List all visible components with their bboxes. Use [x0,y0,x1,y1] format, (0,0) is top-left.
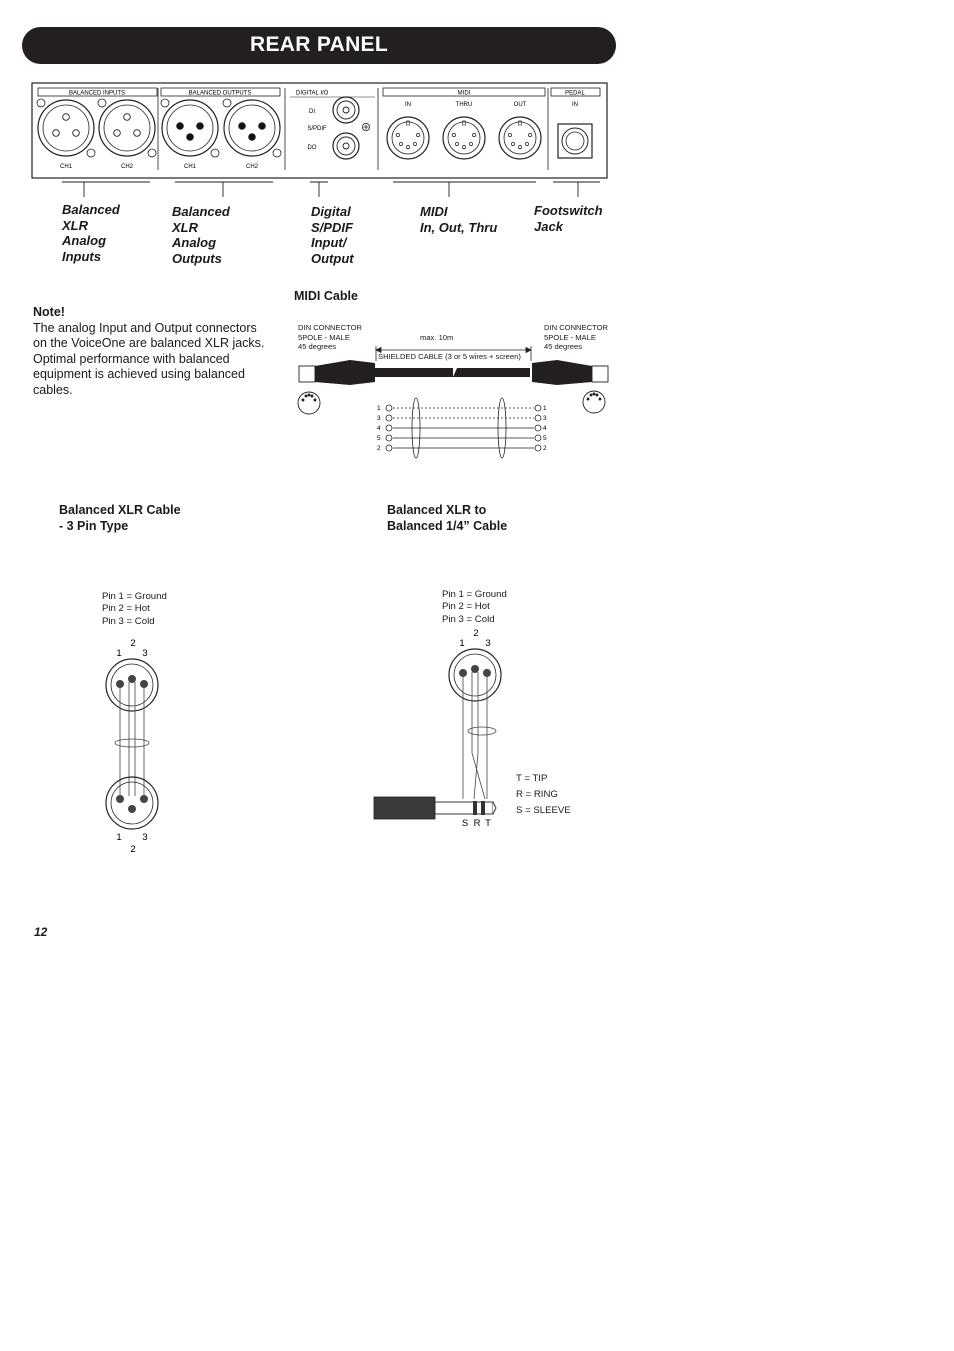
midi-cable-title: MIDI Cable [294,289,358,303]
midi-pin-left-1: 1 [377,405,381,412]
callout-balanced-inputs: Balanced XLR Analog Inputs [62,202,120,264]
midi-pin-right-2: 2 [543,445,547,452]
input-ch2-label: CH2 [120,164,134,170]
xlr-cable-pin-legend: Pin 1 = Ground Pin 2 = Hot Pin 3 = Cold [102,591,167,627]
xlrq-pin-1-label: 1 [459,638,465,649]
midi-cable-label: SHIELDED CABLE (3 or 5 wires + screen) [378,352,521,361]
note-text: The analog Input and Output connectors on the VoiceOne are balanced XLR jacks. Optimal performance with balanced equipment is achieved using balanced cables. [33,320,265,397]
section-digital-io: DIGITAL I/O [296,90,329,97]
midi-pin-right-3: 3 [543,415,547,422]
digital-do-label: DO [307,145,317,151]
midi-pin-right-4: 4 [543,425,547,432]
xlr-cable-title: Balanced XLR Cable - 3 Pin Type [59,503,181,533]
page-number: 12 [34,925,48,939]
page-title: REAR PANEL [250,33,388,56]
trs-s-label: S [461,818,469,829]
section-pedal: PEDAL [565,90,585,97]
pedal-in-label: IN [572,102,578,108]
midi-pin-left-3: 3 [377,415,381,422]
rear-panel-illustration [0,0,954,200]
digital-spdif-label: S/PDIF [307,126,327,132]
callout-brackets [62,182,600,197]
section-balanced-outputs: BALANCED OUTPUTS [188,90,252,97]
callout-footswitch: Footswitch Jack [534,203,603,234]
xlr-to-quarter-title: Balanced XLR to Balanced 1/4” Cable [387,503,508,533]
input-ch1-label: CH1 [59,164,73,170]
midi-in-label: IN [405,102,411,108]
midi-pin-left-5: 5 [377,435,381,442]
output-ch2-label: CH2 [245,164,259,170]
trs-legend: T = TIP R = RING S = SLEEVE [516,773,571,816]
quarter-inch-plug-icon [374,797,496,819]
midi-pin-left-4: 4 [377,425,381,432]
callout-balanced-outputs: Balanced XLR Analog Outputs [172,204,230,266]
xlr-top-pin-3-label: 3 [142,648,148,659]
xlr-cable-diagram [95,630,175,860]
midi-out-label: OUT [513,102,527,108]
xlr-bottom-pin-3-label: 3 [142,832,148,843]
xlrq-pin-3-label: 3 [485,638,491,649]
midi-pin-right-1: 1 [543,405,547,412]
digital-di-label: DI [309,109,315,115]
section-midi: MIDI [457,90,471,97]
callout-digital-io: Digital S/PDIF Input/ Output [311,204,354,266]
midi-din-plug-right-icon [583,391,605,413]
xlr-to-quarter-diagram [370,625,510,830]
xlrq-connector-icon [449,649,501,701]
xlrq-pin-2-label: 2 [473,628,479,639]
xlr-bottom-pin-2-label: 2 [130,844,136,855]
xlr-bottom-pin-1-label: 1 [116,832,122,843]
xlr-top-pin-1-label: 1 [116,648,122,659]
trs-t-label: T [485,818,491,829]
note-block [33,305,269,399]
xlr-top-pin-2-label: 2 [130,638,136,649]
midi-pin-left-2: 2 [377,445,381,452]
midi-din-plug-left-icon [298,392,320,414]
output-ch1-label: CH1 [183,164,197,170]
midi-right-connector-label: DIN CONNECTOR 5POLE - MALE 45 degrees [544,323,608,351]
callout-midi: MIDI In, Out, Thru [420,204,498,235]
xlr-bottom-connector-icon [106,777,158,829]
midi-thru-label: THRU [455,102,473,108]
xlr-to-quarter-pin-legend: Pin 1 = Ground Pin 2 = Hot Pin 3 = Cold [442,589,507,625]
midi-pin-right-5: 5 [543,435,547,442]
note-title: Note! [33,305,65,319]
section-balanced-inputs: BALANCED INPUTS [68,90,126,97]
midi-left-connector-label: DIN CONNECTOR 5POLE - MALE 45 degrees [298,323,362,351]
midi-cable-diagram [290,338,620,463]
xlr-top-connector-icon [106,659,158,711]
trs-r-label: R [473,818,481,829]
midi-cable-length: max. 10m [420,333,454,342]
